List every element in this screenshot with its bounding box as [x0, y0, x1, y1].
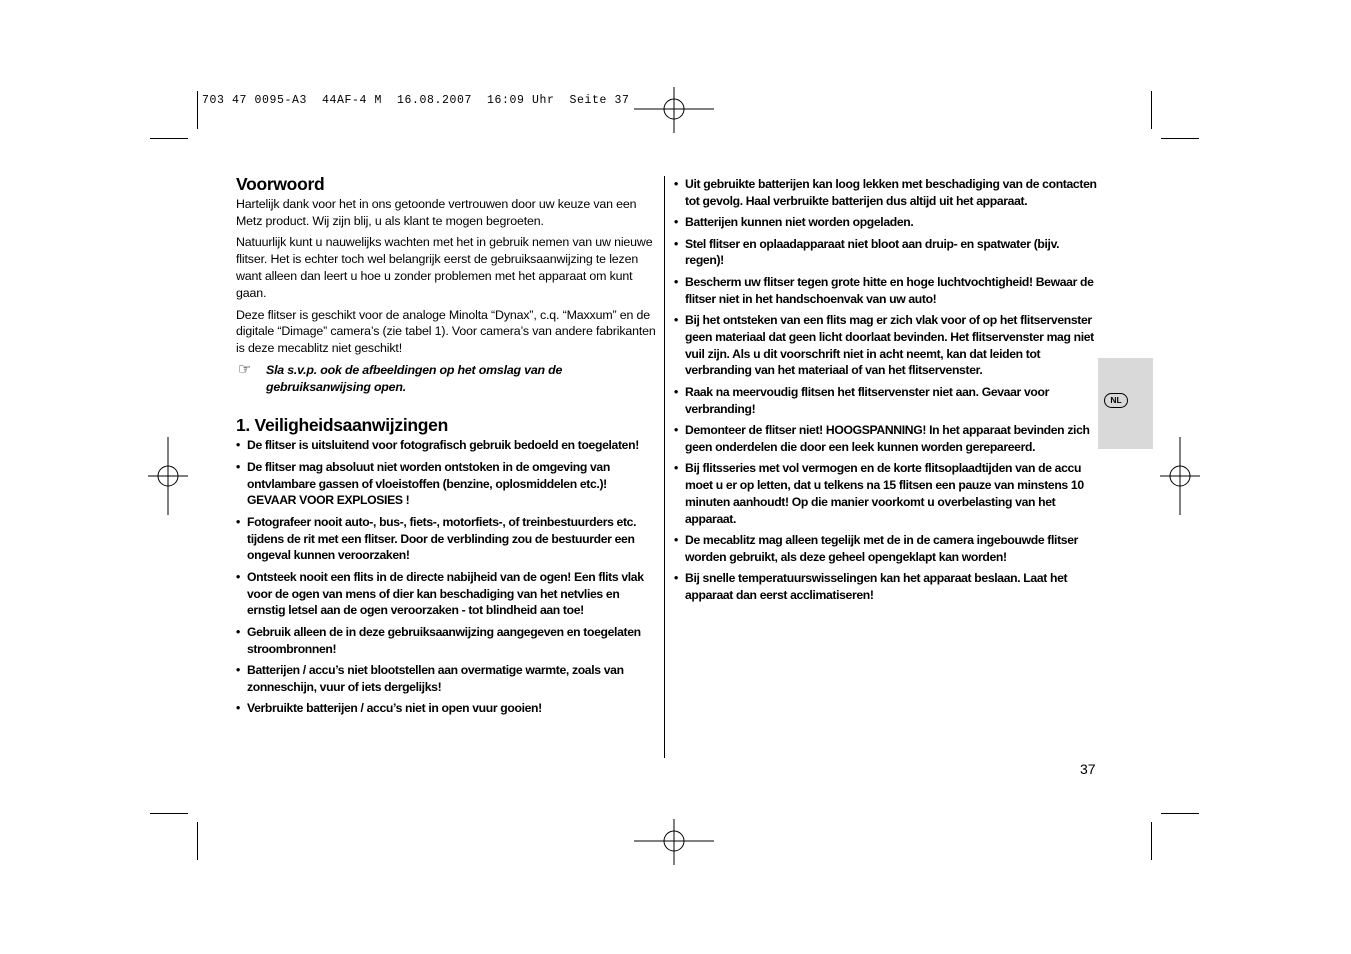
list-item: • Bij het ontsteken van een flits mag er zich vlak voor of op het flitservenster geen materiaal dat geen licht doorlaat bevinden. Het flitservenster mag niet vuil zijn. Als u dit voorschrift niet in acht neemt, kan dat leiden tot verbranding van het materiaal of van het flitservenster. — [674, 312, 1098, 379]
list-item: • Bescherm uw flitser tegen grote hitte en hoge luchtvochtigheid! Bewaar de flitser niet in het handschoenvak van uw auto! — [674, 274, 1098, 308]
list-item: • De mecablitz mag alleen tegelijk met de in de camera ingebouwde flitser worden gebruikt, als deze geheel opengeklapt kan worden! — [674, 532, 1098, 566]
safety-list-left — [236, 437, 656, 717]
list-item: • Batterijen kunnen niet worden opgeladen. — [674, 214, 1098, 231]
registration-mark-top — [634, 87, 714, 133]
registration-mark-bottom — [634, 819, 714, 865]
registration-mark-right — [1160, 437, 1200, 515]
safety-title: 1. Veiligheidsaanwijzingen — [236, 414, 448, 435]
crop-mark — [1161, 813, 1199, 814]
left-column — [236, 176, 656, 721]
list-item: • De flitser is uitsluitend voor fotografisch gebruik bedoeld en toegelaten! — [236, 437, 656, 454]
note-text: Sla s.v.p. ook de afbeeldingen op het omslag van de gebruiksanwijsing open. — [266, 362, 563, 394]
print-slug: 703 47 0095-A3 44AF-4 M 16.08.2007 16:09 Uhr Seite 37 — [202, 94, 630, 107]
list-item: • Verbruikte batterijen / accu’s niet in open vuur gooien! — [236, 700, 656, 717]
list-item: • Batterijen / accu’s niet blootstellen aan overmatige warmte, zoals van zonneschijn, vuur of iets dergelijks! — [236, 662, 656, 696]
crop-mark — [150, 813, 188, 814]
foreword-paragraph: Natuurlijk kunt u nauwelijks wachten met het in gebruik nemen van uw nieuwe flitser. Het is echter toch wel belangrijk eerst de gebruiksaanwijzing te lezen want alleen dan leert u hoe u zonder problemen met het apparaat om kunt gaan. — [236, 235, 653, 300]
right-column — [674, 176, 1098, 608]
list-item: • Uit gebruikte batterijen kan loog lekken met beschadiging van de contacten tot gevolg. Haal verbruikte batterijen dus altijd uit het apparaat. — [674, 176, 1098, 210]
foreword-paragraph: Deze flitser is geschikt voor de analoge Minolta “Dynax”, c.q. “Maxxum” en de digitale “Dimage” camera’s (zie tabel 1). Voor camera’s van andere fabrikanten is deze mecablitz niet geschikt! — [236, 307, 656, 356]
list-item: • Gebruik alleen de in deze gebruiksaanwijzing aangegeven en toegelaten stroombronnen! — [236, 624, 656, 658]
list-item: • Raak na meervoudig flitsen het flitservenster niet aan. Gevaar voor verbranding! — [674, 384, 1098, 418]
list-item: • Bij flitsseries met vol vermogen en de korte flitsoplaadtijden van de accu moet u er op letten, dat u telkens na 15 flitsen een pauze van minstens 10 minuten aanhoudt! Op die manier voorkomt u overbelasting van het apparaat. — [674, 460, 1098, 527]
list-item: • Ontsteek nooit een flits in de directe nabijheid van de ogen! Een flits vlak voor de ogen van mens of dier kan beschadiging van het netvlies en ernstig letsel aan de ogen veroorzaken - tot blindheid aan toe! — [236, 569, 656, 619]
foreword-paragraph: Hartelijk dank voor het in ons getoonde vertrouwen door uw keuze van een Metz product. Wij zijn blij, u als klant te mogen begroeten. — [236, 196, 637, 228]
page-number: 37 — [1080, 761, 1096, 777]
list-item: • De flitser mag absoluut niet worden ontstoken in de omgeving van ontvlambare gassen of vloeistoffen (benzine, oplosmiddelen etc.)! GEVAAR VOOR EXPLOSIES ! — [236, 459, 656, 509]
foreword-title: Voorwoord — [236, 174, 325, 194]
crop-mark — [1151, 822, 1152, 860]
crop-mark — [197, 822, 198, 860]
safety-list-right — [674, 176, 1098, 604]
list-item: • Demonteer de flitser niet! HOOGSPANNING! In het apparaat bevinden zich geen onderdelen die door een leek kunnen worden gerepareerd. — [674, 422, 1098, 456]
language-badge: NL — [1104, 393, 1128, 408]
crop-mark — [150, 138, 188, 139]
crop-mark — [1161, 138, 1199, 139]
list-item: • Stel flitser en oplaadapparaat niet bloot aan druip- en spatwater (bijv. regen)! — [674, 236, 1098, 270]
foreword-note — [236, 362, 656, 396]
list-item: • Fotografeer nooit auto-, bus-, fiets-, motorfiets-, of treinbestuurders etc. tijdens de rit met een flitser. Door de verblinding zou de bestuurder een ongeval kunnen veroorzaken! — [236, 514, 656, 564]
column-divider — [664, 176, 665, 758]
crop-mark — [1151, 91, 1152, 129]
crop-mark — [197, 91, 198, 129]
list-item: • Bij snelle temperatuurswisselingen kan het apparaat beslaan. Laat het apparaat dan eerst acclimatiseren! — [674, 570, 1098, 604]
pointing-hand-icon: ☞ — [238, 360, 252, 378]
registration-mark-left — [148, 437, 188, 515]
